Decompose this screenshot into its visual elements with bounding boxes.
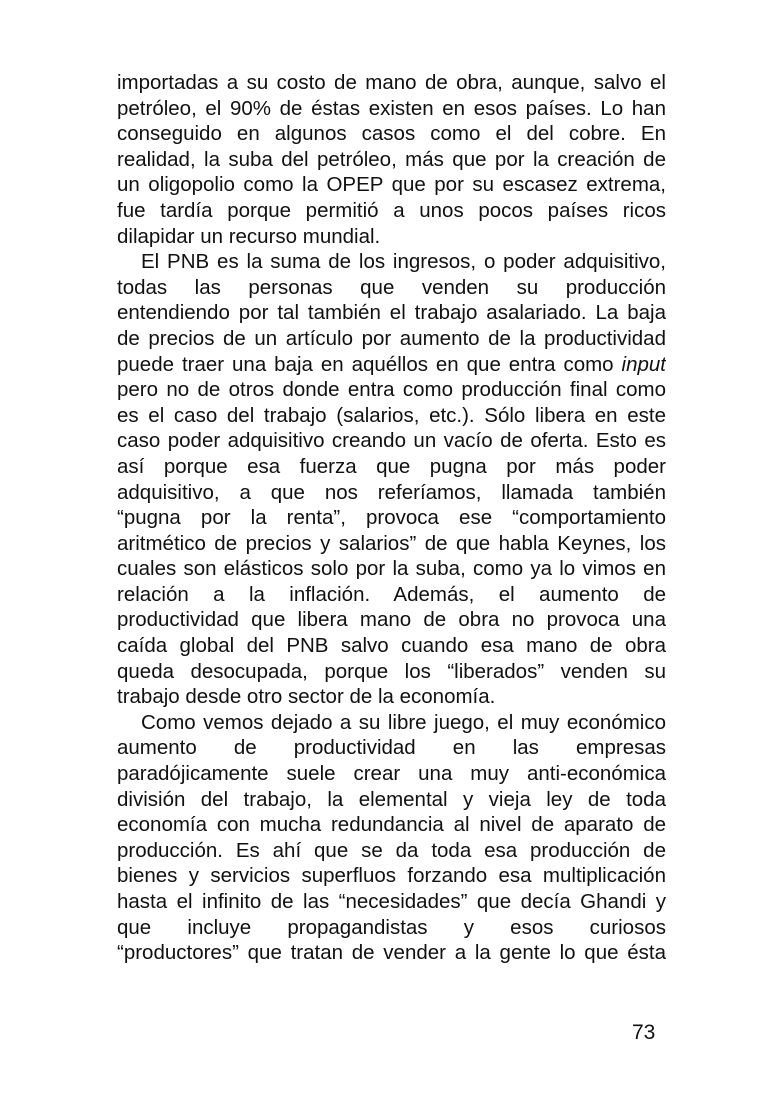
text-line: bienes y servicios superfluos forzando esa multiplicación <box>117 864 666 888</box>
page-number: 73 <box>632 1021 656 1044</box>
text-line: petróleo, el 90% de éstas existen en esos países. Lo han <box>117 96 666 120</box>
italic-word: input <box>621 352 666 376</box>
text-line: de precios de un artículo por aumento de la productividad <box>117 326 666 350</box>
text-line: aumento de productividad en las empresas <box>117 736 666 760</box>
text-line: conseguido en algunos casos como el del cobre. En <box>117 122 666 146</box>
text-line: que incluye propagandistas y esos curiosos <box>117 915 666 939</box>
text-line: cuales son elásticos solo por la suba, como ya lo vimos en <box>117 557 666 581</box>
body-text <box>117 70 666 966</box>
text-line: así porque esa fuerza que pugna por más poder <box>117 454 666 478</box>
text-line: Como vemos dejado a su libre juego, el muy económico <box>141 710 666 734</box>
text-line: un oligopolio como la OPEP que por su escasez extrema, <box>117 173 666 197</box>
text-line: hasta el infinito de las “necesidades” que decía Ghandi y <box>117 890 666 913</box>
text-line: fue tardía porque permitió a unos pocos países ricos <box>117 198 666 222</box>
text-line: economía con mucha redundancia al nivel de aparato de <box>117 813 666 837</box>
text-line: importadas a su costo de mano de obra, aunque, salvo el <box>117 71 666 94</box>
text-line: caída global del PNB salvo cuando esa mano de obra <box>117 634 666 658</box>
text-line: es el caso del trabajo (salarios, etc.). Sólo libera en este <box>117 403 666 427</box>
text-line-with-italic <box>117 352 666 378</box>
text-line: adquisitivo, a que nos referíamos, llamada también <box>117 480 666 504</box>
text-line: producción. Es ahí que se da toda esa producción de <box>117 838 666 862</box>
paragraph-2 <box>117 249 666 710</box>
text-line: entendiendo por tal también el trabajo asalariado. La baja <box>117 301 666 325</box>
text-line: división del trabajo, la elemental y vieja ley de toda <box>117 787 666 811</box>
text-line: realidad, la suba del petróleo, más que por la creación de <box>117 147 666 171</box>
text-line: El PNB es la suma de los ingresos, o poder adquisitivo, <box>141 250 666 274</box>
text-line: trabajo desde otro sector de la economía. <box>117 685 496 709</box>
text-line: aritmético de precios y salarios” de que habla Keynes, los <box>117 531 666 555</box>
text-line: dilapidar un recurso mundial. <box>117 224 381 248</box>
paragraph-3 <box>117 710 666 966</box>
text-line: relación a la inflación. Además, el aumento de <box>117 582 666 606</box>
text-line: productividad que libera mano de obra no provoca una <box>117 608 666 632</box>
text-line: caso poder adquisitivo creando un vacío de oferta. Esto es <box>117 429 666 453</box>
text-line: paradójicamente suele crear una muy anti-económica <box>117 762 666 786</box>
paragraph-1 <box>117 70 666 249</box>
text-line: todas las personas que venden su producción <box>117 275 666 299</box>
text-line: “pugna por la renta”, provoca ese “comportamiento <box>117 506 666 530</box>
text-line: “productores” que tratan de vender a la gente lo que ésta <box>117 941 666 965</box>
text-segment: puede traer una baja en aquéllos en que entra como <box>117 352 622 376</box>
text-line: pero no de otros donde entra como producción final como <box>117 378 666 402</box>
text-line: queda desocupada, porque los “liberados” venden su <box>117 659 666 683</box>
